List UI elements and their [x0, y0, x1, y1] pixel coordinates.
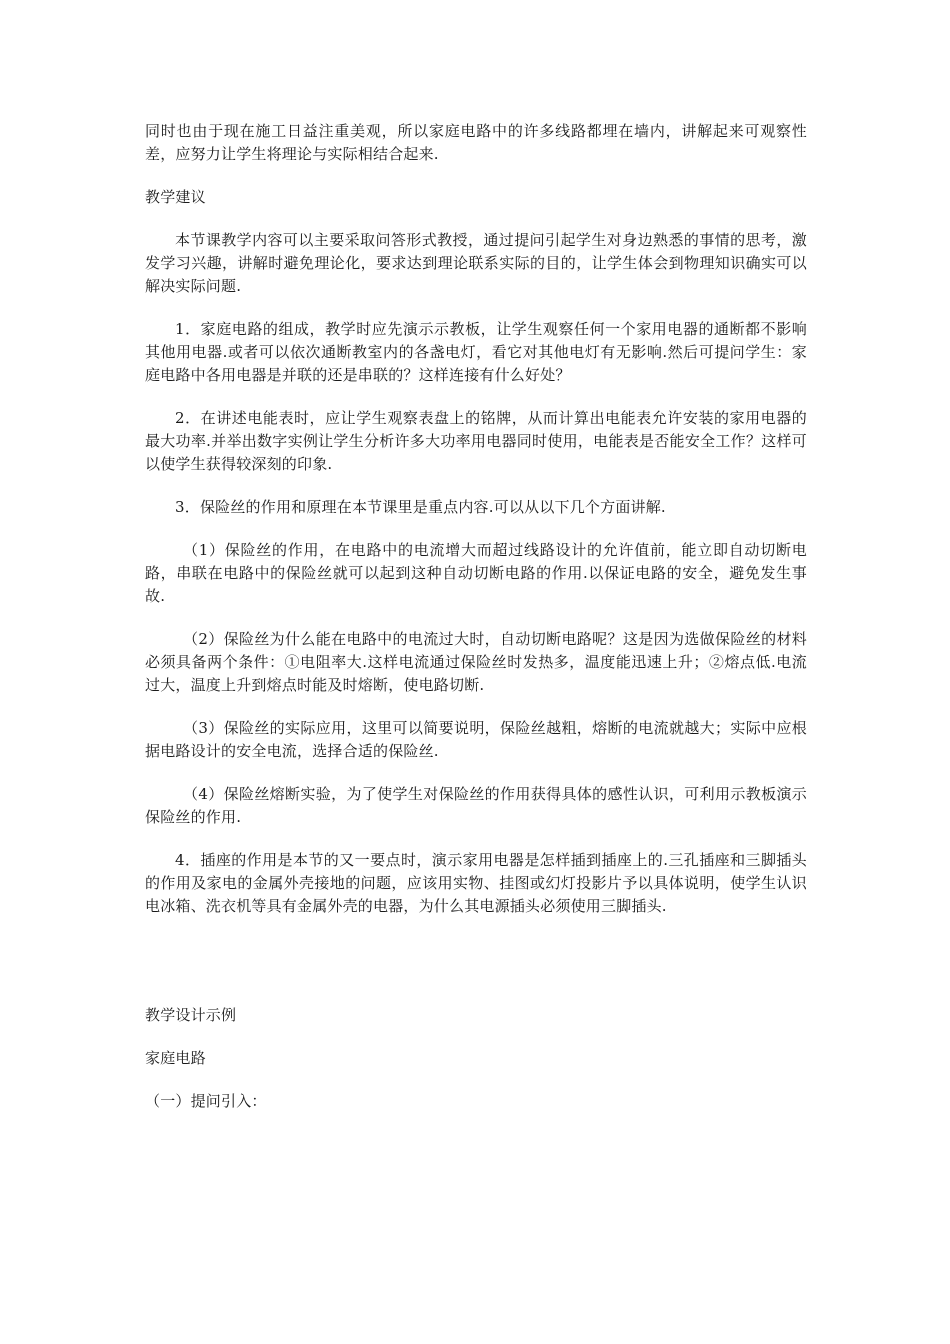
spacer [145, 209, 807, 229]
method-paragraph: 本节课教学内容可以主要采取问答形式教授，通过提问引起学生对身边熟悉的事情的思考，激发学习兴趣，讲解时避免理论化，要求达到理论联系实际的目的，让学生体会到物理知识确实可以解决实际问题. [145, 231, 807, 295]
spacer [145, 166, 807, 186]
lesson-title: 家庭电路 [145, 1049, 206, 1067]
spacer [145, 608, 807, 628]
spacer [145, 1027, 807, 1047]
spacer [145, 387, 807, 407]
item-3-paragraph: 3．保险丝的作用和原理在本节课里是重点内容.可以从以下几个方面讲解. [175, 498, 666, 516]
item-4-paragraph: 4．插座的作用是本节的又一要点时，演示家用电器是怎样插到插座上的.三孔插座和三脚插头的作用及家电的金属外壳接地的问题，应该用实物、挂图或幻灯投影片予以具体说明，使学生认识电冰箱、洗衣机等具有金属外壳的电器，为什么其电源插头必须使用三脚插头. [145, 851, 807, 915]
item-2-paragraph: 2．在讲述电能表时，应让学生观察表盘上的铭牌，从而计算出电能表允许安装的家用电器的最大功率.并举出数字实例让学生分析许多大功率用电器同时使用，电能表是否能安全工作？这样可以使学生获得较深刻的印象. [145, 409, 807, 473]
spacer [145, 918, 807, 1004]
intro-paragraph: 同时也由于现在施工日益注重美观，所以家庭电路中的许多线路都埋在墙内，讲解起来可观察性差，应努力让学生将理论与实际相结合起来. [145, 122, 807, 163]
sub-item-3-paragraph: （3）保险丝的实际应用，这里可以简要说明，保险丝越粗，熔断的电流就越大；实际中应根据电路设计的安全电流，选择合适的保险丝. [145, 719, 807, 760]
spacer [145, 476, 807, 496]
step-1-heading: （一）提问引入： [145, 1092, 267, 1110]
spacer [145, 763, 807, 783]
spacer [145, 697, 807, 717]
section-heading-design-example: 教学设计示例 [145, 1006, 237, 1024]
sub-item-4-paragraph: （4）保险丝熔断实验，为了使学生对保险丝的作用获得具体的感性认识，可利用示教板演示保险丝的作用. [145, 785, 807, 826]
sub-item-1-paragraph: （1）保险丝的作用，在电路中的电流增大而超过线路设计的允许值前，能立即自动切断电路，串联在电路中的保险丝就可以起到这种自动切断电路的作用.以保证电路的安全，避免发生事故. [145, 541, 807, 605]
item-1-paragraph: 1．家庭电路的组成，教学时应先演示示教板，让学生观察任何一个家用电器的通断都不影响其他用电器.或者可以依次通断教室内的各盏电灯，看它对其他电灯有无影响.然后可提问学生：家庭电路中各用电器是并联的还是串联的？这样连接有什么好处？ [145, 320, 807, 384]
spacer [145, 1070, 807, 1090]
sub-item-2-paragraph: （2）保险丝为什么能在电路中的电流过大时，自动切断电路呢？这是因为选做保险丝的材料必须具备两个条件：①电阻率大.这样电流通过保险丝时发热多，温度能迅速上升；②熔点低.电流过大，温度上升到熔点时能及时熔断，使电路切断. [145, 630, 807, 694]
section-heading-teaching-suggestion: 教学建议 [145, 188, 206, 206]
spacer [145, 519, 807, 539]
spacer [145, 298, 807, 318]
document-body [145, 120, 807, 1113]
spacer [145, 829, 807, 849]
